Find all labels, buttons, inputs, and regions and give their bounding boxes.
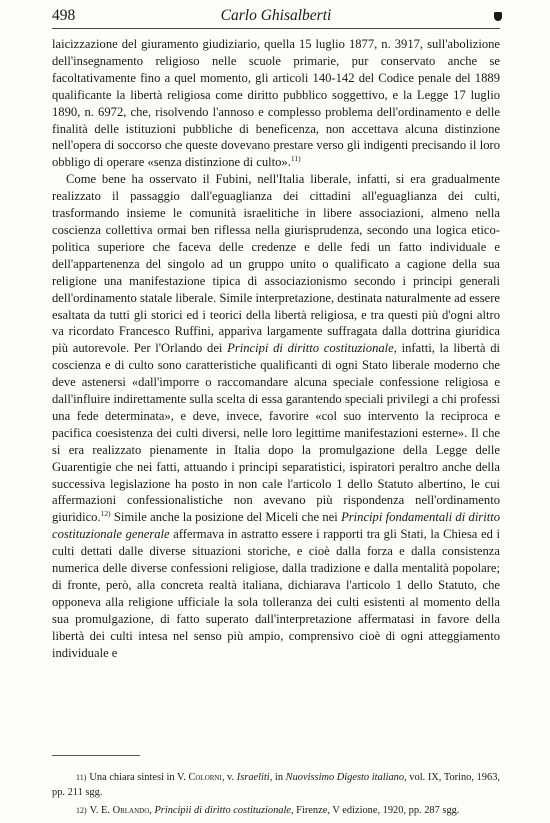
body-text [52, 36, 500, 662]
footnote-12: 12) V. E. Orlando, Principii di diritto costituzionale, Firenze, V edizione, 1920, pp. 287 sgg. [76, 805, 460, 816]
cited-title-miceli: Principi fondamentali di diritto costituzionale generale [52, 510, 501, 542]
cited-title-orlando: Principi di diritto costituzionale [227, 341, 394, 356]
running-title: Carlo Ghisalberti [220, 7, 332, 24]
footnote-rule [52, 755, 140, 756]
footnotes [52, 771, 500, 823]
paragraph-2: Come bene ha osservato il Fubini, nell'Italia liberale, infatti, si era gradualmente realizzato il passaggio dall'eguaglianza dei cittadini all'eguaglianza dei culti, trasformando insieme le comunità israelitiche in libere associazioni, almeno nella coscienza collettiva ormai ben riflessa nella giurisprudenza, secondo una logica etico-politica superiore che faceva delle credenze e delle fedi un fatto individuale e dell'appartenenza del singolo ad un gruppo unito o qualificato a cagione della sua religione una manifestazione tipica di associazionismo secondo i principi generali dell'ordinamento statale liberale. Simile interpretazione, destinata naturalmente ad essere esaltata da tutti gli storici ed i teorici della libertà religiosa, e tra questi più d'ogni altro va ricordato Francesco Ruffini, appariva largamente suffragata dalla dottrina giuridica più autorevole. Per l'Orlando dei Principi di diritto costituzionale, infatti, la libertà di coscienza e di culto sono caratteristiche qualificanti di ogni Stato liberale moderno che deve astenersi «dall'imporre o raccomandare alcuna speciale confessione religiosa e dall'influire indirettamente sulla scelta di essa garantendo speciali privilegi a chi professi una fede determinata», e deve, invece, favorire «col suo intervento la reciproca e pacifica coesistenza dei culti diversi, nelle loro legittime manifestazioni esterne». Il che si era realizzato pienamente in Italia dopo la promulgazione della Legge delle Guarentigie che nei fatti, attuando i principi separatistici, ispiratori peraltro anche della successiva legislazione ha posto in non cale l'articolo 1 dello Statuto albertino, le cui affermazioni confessionalistiche non avevano più rispondenza nell'ordinamento giuridico.$^{12)}$ Simile anche la posizione del Miceli che nei Principi fondamentali di diritto costituzionale generale affermava in astratto essere i rapporti tra gli Stati, la Chiesa ed i culti dettati dalle diverse situazioni storiche, e cioè dalla forza e dalla consistenza numerica delle diverse confessioni religiose, dalla tradizione e dalla mentalità popolare; di fronte, però, alla concreta realtà italiana, dichiarava l'articolo 1 dello Statuto, che opponeva alla religione ufficiale la sola tolleranza dei culti esistenti al momento della sua promulgazione, di fatto superato dall'interpretazione affermatasi in favore della libertà dei culti intesa nel senso più ampio, comprensivo cioè di ogni atteggiamento individuale e [52, 172, 501, 660]
corner-mark-icon [494, 12, 502, 21]
footnote-ref-12[interactable]: 12) [100, 509, 111, 519]
running-head [52, 6, 500, 29]
page-number: 498 [52, 7, 76, 24]
footnote-ref-11[interactable]: 11) [290, 154, 301, 164]
footnote-11: 11) Una chiara sintesi in V. Colorni, v. Israeliti, in Nuovissimo Digesto italiano, vol. IX, Torino, 1963, pp. 211 sgg. [52, 772, 500, 798]
paragraph-1: laicizzazione del giuramento giudiziario, quella 15 luglio 1877, n. 3917, sull'abolizione dell'insegnamento religioso nelle scuole primarie, pur conservato anche se facoltativamente fino a quel momento, gli articoli 140-142 del Codice penale del 1889 qualificante la libertà religiosa come diritto pubblico soggettivo, e la Legge 17 luglio 1890, n. 6972, che, risolvendo l'annoso e complesso problema dell'ordinamento e delle finalità delle istituzioni pubbliche di beneficenza, non accettava alcuna distinzione nell'opera di soccorso che queste dovevano prestare verso gli indigenti precisando il loro obbligo di operare «senza distinzione di culto».$^{11)}$ [52, 37, 500, 170]
